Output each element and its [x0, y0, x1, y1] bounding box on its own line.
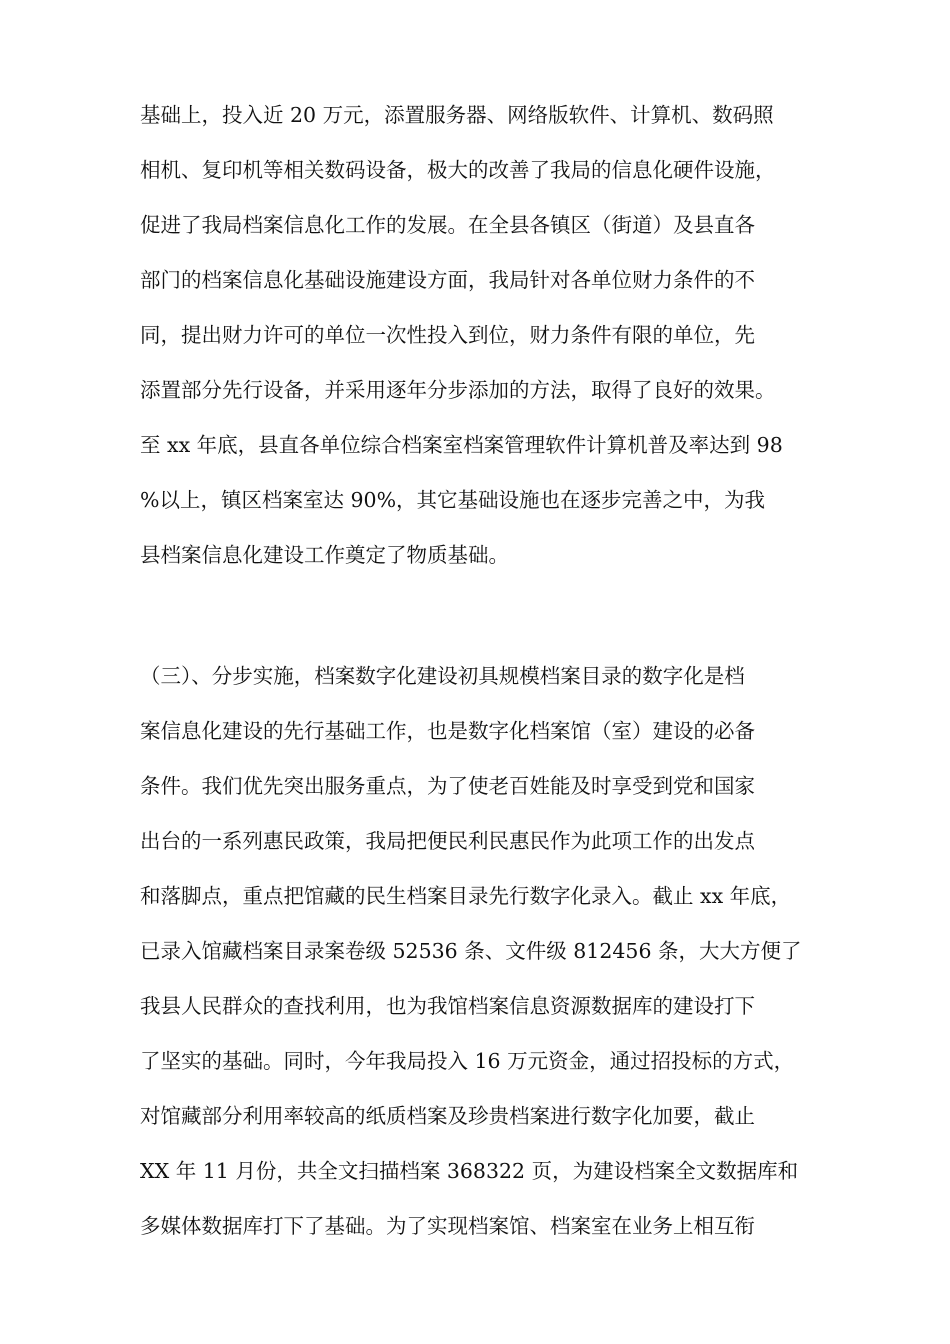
- text-line: （三）、分步实施，档案数字化建设初具规模档案目录的数字化是档: [140, 664, 745, 688]
- text-line: 基础上，投入近 20 万元，添置服务器、网络版软件、计算机、数码照: [140, 103, 774, 127]
- text-line: 县档案信息化建设工作奠定了物质基础。: [140, 543, 509, 567]
- text-line: 促进了我局档案信息化工作的发展。在全县各镇区（街道）及县直各: [140, 213, 755, 237]
- text-line: 案信息化建设的先行基础工作，也是数字化档案馆（室）建设的必备: [140, 719, 755, 743]
- text-line: 我县人民群众的查找利用，也为我馆档案信息资源数据库的建设打下: [140, 994, 755, 1018]
- text-line: 相机、复印机等相关数码设备，极大的改善了我局的信息化硬件设施，: [140, 158, 776, 182]
- text-line: 添置部分先行设备，并采用逐年分步添加的方法，取得了良好的效果。: [140, 378, 776, 402]
- text-line: XX 年 11 月份，共全文扫描档案 368322 页，为建设档案全文数据库和: [140, 1159, 799, 1183]
- text-line: %以上，镇区档案室达 90%，其它基础设施也在逐步完善之中，为我: [140, 488, 766, 512]
- text-line: 同，提出财力许可的单位一次性投入到位，财力条件有限的单位，先: [140, 323, 755, 347]
- text-line: 已录入馆藏档案目录案卷级 52536 条、文件级 812456 条，大大方便了: [140, 939, 802, 963]
- text-line: 和落脚点，重点把馆藏的民生档案目录先行数字化录入。截止 xx 年底，: [140, 884, 792, 908]
- text-line: 了坚实的基础。同时，今年我局投入 16 万元资金，通过招投标的方式，: [140, 1049, 795, 1073]
- text-line: 部门的档案信息化基础设施建设方面，我局针对各单位财力条件的不: [140, 268, 755, 292]
- text-line: 至 xx 年底，县直各单位综合档案室档案管理软件计算机普及率达到 98: [140, 433, 783, 457]
- text-line: 条件。我们优先突出服务重点，为了使老百姓能及时享受到党和国家: [140, 774, 755, 798]
- text-line: 出台的一系列惠民政策，我局把便民利民惠民作为此项工作的出发点: [140, 829, 755, 853]
- text-line: 多媒体数据库打下了基础。为了实现档案馆、档案室在业务上相互衔: [140, 1214, 755, 1238]
- text-line: 对馆藏部分利用率较高的纸质档案及珍贵档案进行数字化加要，截止: [140, 1104, 755, 1128]
